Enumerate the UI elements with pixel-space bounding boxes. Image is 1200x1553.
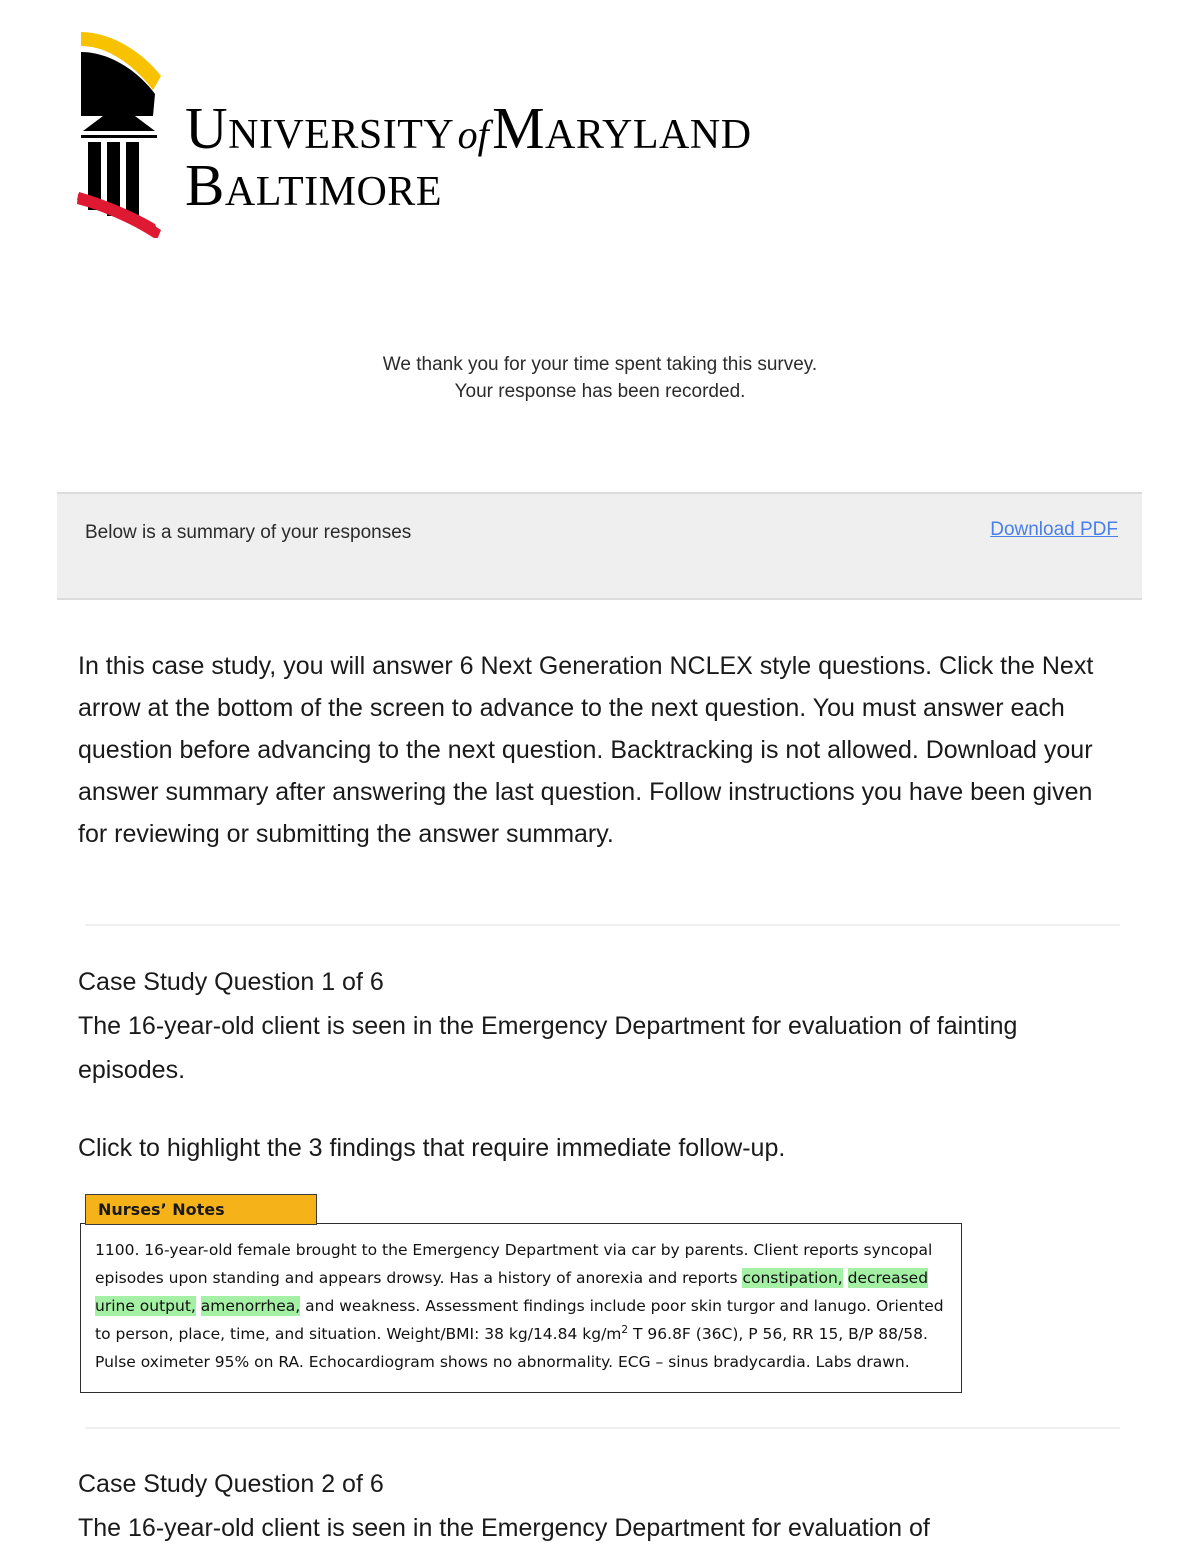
highlighted-finding-amenorrhea[interactable]: amenorrhea, <box>200 1297 301 1315</box>
question-1-stem: The 16-year-old client is seen in the Emergency Department for evaluation of fainting episodes. <box>78 1012 1018 1084</box>
notes-segment-2 <box>843 1269 848 1287</box>
nurses-notes-tab-label: Nurses’ Notes <box>85 1194 317 1225</box>
instructions-paragraph: In this case study, you will answer 6 Next Generation NCLEX style questions. Click the Next arrow at the bottom of the screen to advance to the next question. You must answer each question before advancing to the next question. Backtracking is not allowed. Download your answer summary after answering the last question. Follow instructions you have been given for reviewing or submitting the answer summary. <box>78 652 1094 848</box>
highlighted-finding-constipation[interactable]: constipation, <box>742 1269 843 1287</box>
notes-superscript: 2 <box>621 1323 629 1336</box>
question-2-stem: The 16-year-old client is seen in the Emergency Department for evaluation of <box>78 1514 930 1542</box>
notes-segment-4: and weakness. Assessment findings include poor skin turgor and lanugo. Oriented to person, place, time, and situation. Weight/BMI: 38 kg/14.84 kg/m <box>95 1297 944 1343</box>
notes-segment-5: T 96.8F (36C), P 56, RR 15, B/P 88/58. Pulse oximeter 95% on RA. Echocardiogram shows no abnormality. ECG – sinus bradycardia. Labs drawn. <box>95 1325 928 1371</box>
nurses-notes-text[interactable] <box>80 1223 962 1393</box>
highlighted-finding-decreased-urine-output[interactable]: decreased urine output, <box>95 1269 929 1315</box>
question-2-heading: Case Study Question 2 of 6 <box>78 1470 384 1498</box>
logo-wordmark <box>185 95 875 218</box>
thank-you-line-2: Your response has been recorded. <box>454 380 746 402</box>
logo-wordmark-line-2: BALTIMORE <box>185 151 442 218</box>
section-divider-2 <box>85 1427 1120 1429</box>
question-1-heading: Case Study Question 1 of 6 <box>78 968 384 996</box>
question-1-instruction: Click to highlight the 3 findings that require immediate follow-up. <box>78 1134 786 1162</box>
logo-wordmark-line-1: UNIVERSITY of MARYLAND <box>185 95 752 161</box>
thank-you-line-1: We thank you for your time spent taking this survey. <box>382 354 818 375</box>
download-pdf-link[interactable]: Download PDF <box>990 519 1118 540</box>
notes-segment-1: 1100. 16-year-old female brought to the Emergency Department via car by parents. Client reports syncopal episodes upon standing and appears drowsy. Has a history of anorexia and reports <box>95 1241 933 1287</box>
section-divider <box>85 924 1120 926</box>
summary-bar <box>57 492 1142 600</box>
question-1-block <box>78 960 1123 1092</box>
thank-you-message <box>0 352 1200 406</box>
summary-label: Below is a summary of your responses <box>85 522 412 543</box>
university-logo <box>75 18 875 238</box>
question-2-block <box>78 1462 1123 1550</box>
umb-crest-icon <box>75 18 185 238</box>
